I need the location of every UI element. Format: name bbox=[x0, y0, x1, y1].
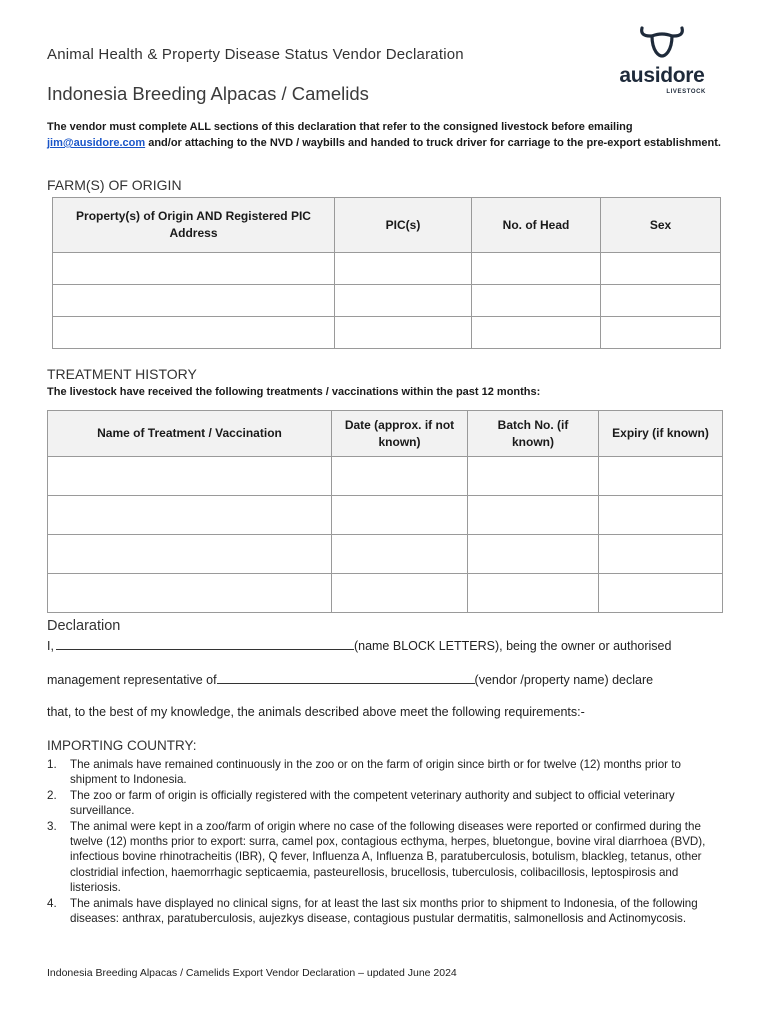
treatment-table bbox=[47, 410, 723, 613]
list-item bbox=[47, 896, 727, 927]
treatment-cell[interactable] bbox=[468, 535, 599, 574]
table-row bbox=[53, 285, 721, 317]
treatment-col-expiry: Expiry (if known) bbox=[599, 411, 723, 457]
farm-cell[interactable] bbox=[472, 285, 601, 317]
property-name-field[interactable] bbox=[217, 671, 475, 684]
declaration-line-2 bbox=[47, 671, 653, 687]
treatment-cell[interactable] bbox=[48, 574, 332, 613]
logo-wordmark: ausidore bbox=[619, 64, 705, 87]
table-row bbox=[48, 574, 723, 613]
farm-col-sex: Sex bbox=[601, 198, 721, 253]
list-item bbox=[47, 788, 727, 819]
table-row bbox=[53, 317, 721, 349]
farm-cell[interactable] bbox=[472, 253, 601, 285]
table-row bbox=[48, 535, 723, 574]
list-number: 2. bbox=[47, 788, 57, 802]
farm-cell[interactable] bbox=[335, 285, 472, 317]
declaration-prefix-2: management representative of bbox=[47, 673, 217, 687]
list-item bbox=[47, 819, 727, 896]
requirement-text: The animals have remained continuously in the zoo or on the farm of origin since birth or for twelve (12) months prior to shipment to Indonesia. bbox=[70, 758, 681, 787]
farm-cell[interactable] bbox=[53, 317, 335, 349]
treatment-col-batch: Batch No. (if known) bbox=[468, 411, 599, 457]
owner-name-field[interactable] bbox=[56, 637, 354, 650]
farm-heading: FARM(S) OF ORIGIN bbox=[47, 177, 182, 193]
list-number: 4. bbox=[47, 896, 57, 910]
farm-table bbox=[52, 197, 721, 349]
treatment-col-date: Date (approx. if not known) bbox=[332, 411, 468, 457]
treatment-cell[interactable] bbox=[332, 496, 468, 535]
list-item bbox=[47, 757, 727, 788]
treatment-cell[interactable] bbox=[468, 574, 599, 613]
farm-cell[interactable] bbox=[53, 285, 335, 317]
intro-text-1: The vendor must complete ALL sections of this declaration that refer to the consigned livestock before emailing bbox=[47, 121, 633, 133]
declaration-suffix-1: (name BLOCK LETTERS), being the owner or authorised bbox=[353, 639, 672, 653]
requirement-text: The zoo or farm of origin is officially registered with the competent veterinary authority and subject to official veterinary surveillance. bbox=[70, 788, 675, 818]
declaration-line-3: that, to the best of my knowledge, the animals described above meet the following requirements:- bbox=[47, 705, 585, 719]
treatment-cell[interactable] bbox=[599, 457, 723, 496]
document-subtitle: Indonesia Breeding Alpacas / Camelids bbox=[47, 83, 369, 104]
table-row bbox=[53, 253, 721, 285]
requirement-text: The animal were kept in a zoo/farm of origin where no case of the following diseases were reported or confirmed during the twelve (12) months prior to export: surra, camel pox, contagious ecthyma, herpes, bluetongue, bovine viral diarrhoea (BVD), infectious bovine rhinotracheitis (IBR), Q fever, Influenza A, Influenza B, paratuberculosis, botulism, blackleg, tetanus, other clostridial infection, haemorrhagic septicaemia, pasteurellosis, brucellosis, tuberculosis, colibacillosis, leptospirosis and listeriosis. bbox=[70, 819, 706, 895]
treatment-cell[interactable] bbox=[332, 535, 468, 574]
farm-cell[interactable] bbox=[472, 317, 601, 349]
email-link[interactable]: jim@ausidore.com bbox=[47, 137, 146, 149]
requirement-text: The animals have displayed no clinical signs, for at least the last six months prior to shipment to Indonesia, of the following diseases: anthrax, paratuberculosis, aujezkys disease, contagious pustular dermatitis, salmonellosis and Actinomycosis. bbox=[70, 896, 698, 926]
declaration-prefix-1: I, bbox=[47, 639, 54, 653]
farm-col-address: Property(s) of Origin AND Registered PIC Address bbox=[53, 198, 335, 253]
treatment-cell[interactable] bbox=[599, 496, 723, 535]
treatment-cell[interactable] bbox=[468, 496, 599, 535]
declaration-suffix-2: (vendor /property name) declare bbox=[474, 673, 654, 687]
treatment-cell[interactable] bbox=[48, 496, 332, 535]
treatment-col-name: Name of Treatment / Vaccination bbox=[48, 411, 332, 457]
treatment-cell[interactable] bbox=[599, 574, 723, 613]
treatment-cell[interactable] bbox=[48, 535, 332, 574]
logo-subtitle: LIVESTOCK bbox=[666, 89, 706, 95]
farm-cell[interactable] bbox=[335, 317, 472, 349]
treatment-subheading: The livestock have received the following treatments / vaccinations within the past 12 months: bbox=[47, 386, 541, 398]
table-row bbox=[48, 496, 723, 535]
treatment-heading: TREATMENT HISTORY bbox=[47, 366, 197, 382]
list-number: 1. bbox=[47, 758, 57, 771]
document-title: Animal Health & Property Disease Status Vendor Declaration bbox=[47, 46, 464, 63]
declaration-heading: Declaration bbox=[47, 618, 121, 634]
declaration-line-1 bbox=[47, 637, 671, 653]
treatment-cell[interactable] bbox=[332, 574, 468, 613]
treatment-cell[interactable] bbox=[48, 457, 332, 496]
intro-text-2: and/or attaching to the NVD / waybills and handed to truck driver for carriage to the pre-export establishment. bbox=[148, 137, 721, 149]
farm-cell[interactable] bbox=[601, 285, 721, 317]
farm-cell[interactable] bbox=[335, 253, 472, 285]
importing-heading: IMPORTING COUNTRY: bbox=[47, 738, 197, 753]
table-row bbox=[48, 457, 723, 496]
farm-cell[interactable] bbox=[601, 317, 721, 349]
page-footer: Indonesia Breeding Alpacas / Camelids Export Vendor Declaration – updated June 2024 bbox=[47, 967, 457, 979]
farm-col-pic: PIC(s) bbox=[335, 198, 472, 253]
intro-instructions bbox=[47, 119, 727, 151]
treatment-cell[interactable] bbox=[332, 457, 468, 496]
treatment-cell[interactable] bbox=[468, 457, 599, 496]
farm-cell[interactable] bbox=[601, 253, 721, 285]
farm-col-head: No. of Head bbox=[472, 198, 601, 253]
requirements-list bbox=[47, 757, 727, 926]
farm-cell[interactable] bbox=[53, 253, 335, 285]
treatment-cell[interactable] bbox=[599, 535, 723, 574]
list-number: 3. bbox=[47, 819, 57, 833]
